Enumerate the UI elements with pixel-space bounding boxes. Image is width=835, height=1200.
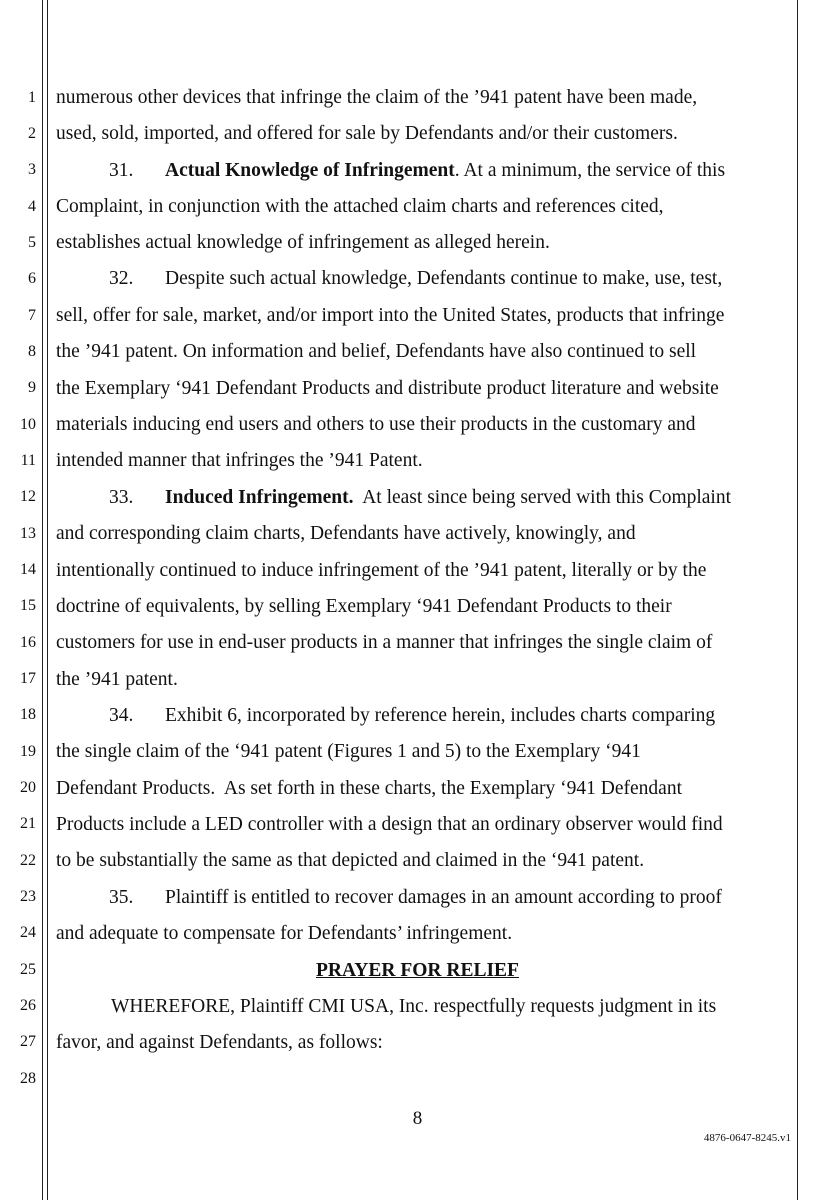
paragraph-text-rest: At least since being served with this Complaint [353,487,732,508]
line-number: 12 [20,488,36,505]
line-number: 26 [20,997,36,1014]
paragraph-heading: Induced Infringement. [165,487,354,508]
document-id: 4876-0647-8245.v1 [703,1132,791,1144]
paragraph-text-rest: . At a minimum, the service of this [454,160,726,181]
line-number: 16 [20,634,36,651]
paragraph-number: 32. [109,268,134,289]
line-number: 7 [28,307,36,324]
text-line: and corresponding claim charts, Defendants have actively, knowingly, and [56,523,636,544]
section-heading-line [0,959,835,983]
line-number: 13 [20,525,36,542]
text-line: Products include a LED controller with a design that an ordinary observer would find [56,814,723,835]
text-line: establishes actual knowledge of infringement as alleged herein. [56,232,550,253]
text-line: customers for use in end-user products in a manner that infringes the single claim of [56,632,713,653]
line-number: 22 [20,852,36,869]
line-number: 19 [20,743,36,760]
line-number: 11 [20,452,36,469]
line-number: 21 [20,815,36,832]
line-number: 4 [28,198,36,215]
line-number: 1 [28,89,36,106]
text-line: used, sold, imported, and offered for sale by Defendants and/or their customers. [56,123,678,144]
line-number: 20 [20,779,36,796]
line-number: 8 [28,343,36,360]
line-number: 18 [20,706,36,723]
paragraph-text [165,486,731,510]
paragraph-text: Plaintiff is entitled to recover damages in an amount according to proof [165,887,722,908]
paragraph-number: 33. [109,487,134,508]
text-line: intentionally continued to induce infringement of the ’941 patent, literally or by the [56,560,707,581]
line-number: 10 [20,416,36,433]
paragraph-heading: Actual Knowledge of Infringement [165,160,455,181]
line-number: 2 [28,125,36,142]
line-number: 5 [28,234,36,251]
line-number: 17 [20,670,36,687]
line-number: 27 [20,1033,36,1050]
text-line: Complaint, in conjunction with the attached claim charts and references cited, [56,196,664,217]
text-line: the Exemplary ‘941 Defendant Products and distribute product literature and website [56,378,719,399]
paragraph-number: 35. [109,887,134,908]
margin-rule-left-outer [42,0,43,1200]
paragraph-number: 34. [109,705,134,726]
text-line: favor, and against Defendants, as follows: [56,1032,383,1053]
section-heading: PRAYER FOR RELIEF [316,960,519,981]
text-line: numerous other devices that infringe the claim of the ’941 patent have been made, [56,87,698,108]
page-number: 8 [412,1108,423,1129]
text-line: sell, offer for sale, market, and/or import into the United States, products that infringe [56,305,725,326]
text-line: Defendant Products. As set forth in these charts, the Exemplary ‘941 Defendant [56,778,682,799]
text-line: doctrine of equivalents, by selling Exemplary ‘941 Defendant Products to their [56,596,672,617]
line-number: 24 [20,924,36,941]
margin-rule-left-inner [47,0,48,1200]
text-line: WHEREFORE, Plaintiff CMI USA, Inc. respectfully requests judgment in its [111,996,717,1017]
paragraph-number: 31. [109,160,134,181]
text-line: materials inducing end users and others to use their products in the customary and [56,414,696,435]
text-line: to be substantially the same as that depicted and claimed in the ‘941 patent. [56,850,645,871]
line-number: 15 [20,597,36,614]
margin-rule-right [797,0,798,1200]
line-number: 23 [20,888,36,905]
text-line: the ’941 patent. On information and belief, Defendants have also continued to sell [56,341,697,362]
line-number: 9 [28,379,36,396]
paragraph-text: Despite such actual knowledge, Defendants continue to make, use, test, [165,268,723,289]
paragraph-text [165,159,725,183]
line-number: 25 [20,961,36,978]
line-number: 14 [20,561,36,578]
line-number: 3 [28,161,36,178]
text-line: and adequate to compensate for Defendants’ infringement. [56,923,513,944]
text-line: intended manner that infringes the ’941 Patent. [56,450,423,471]
text-line: the ’941 patent. [56,669,178,690]
paragraph-text: Exhibit 6, incorporated by reference herein, includes charts comparing [165,705,716,726]
text-line: the single claim of the ‘941 patent (Figures 1 and 5) to the Exemplary ‘941 [56,741,641,762]
line-number: 28 [20,1070,36,1087]
line-number: 6 [28,270,36,287]
